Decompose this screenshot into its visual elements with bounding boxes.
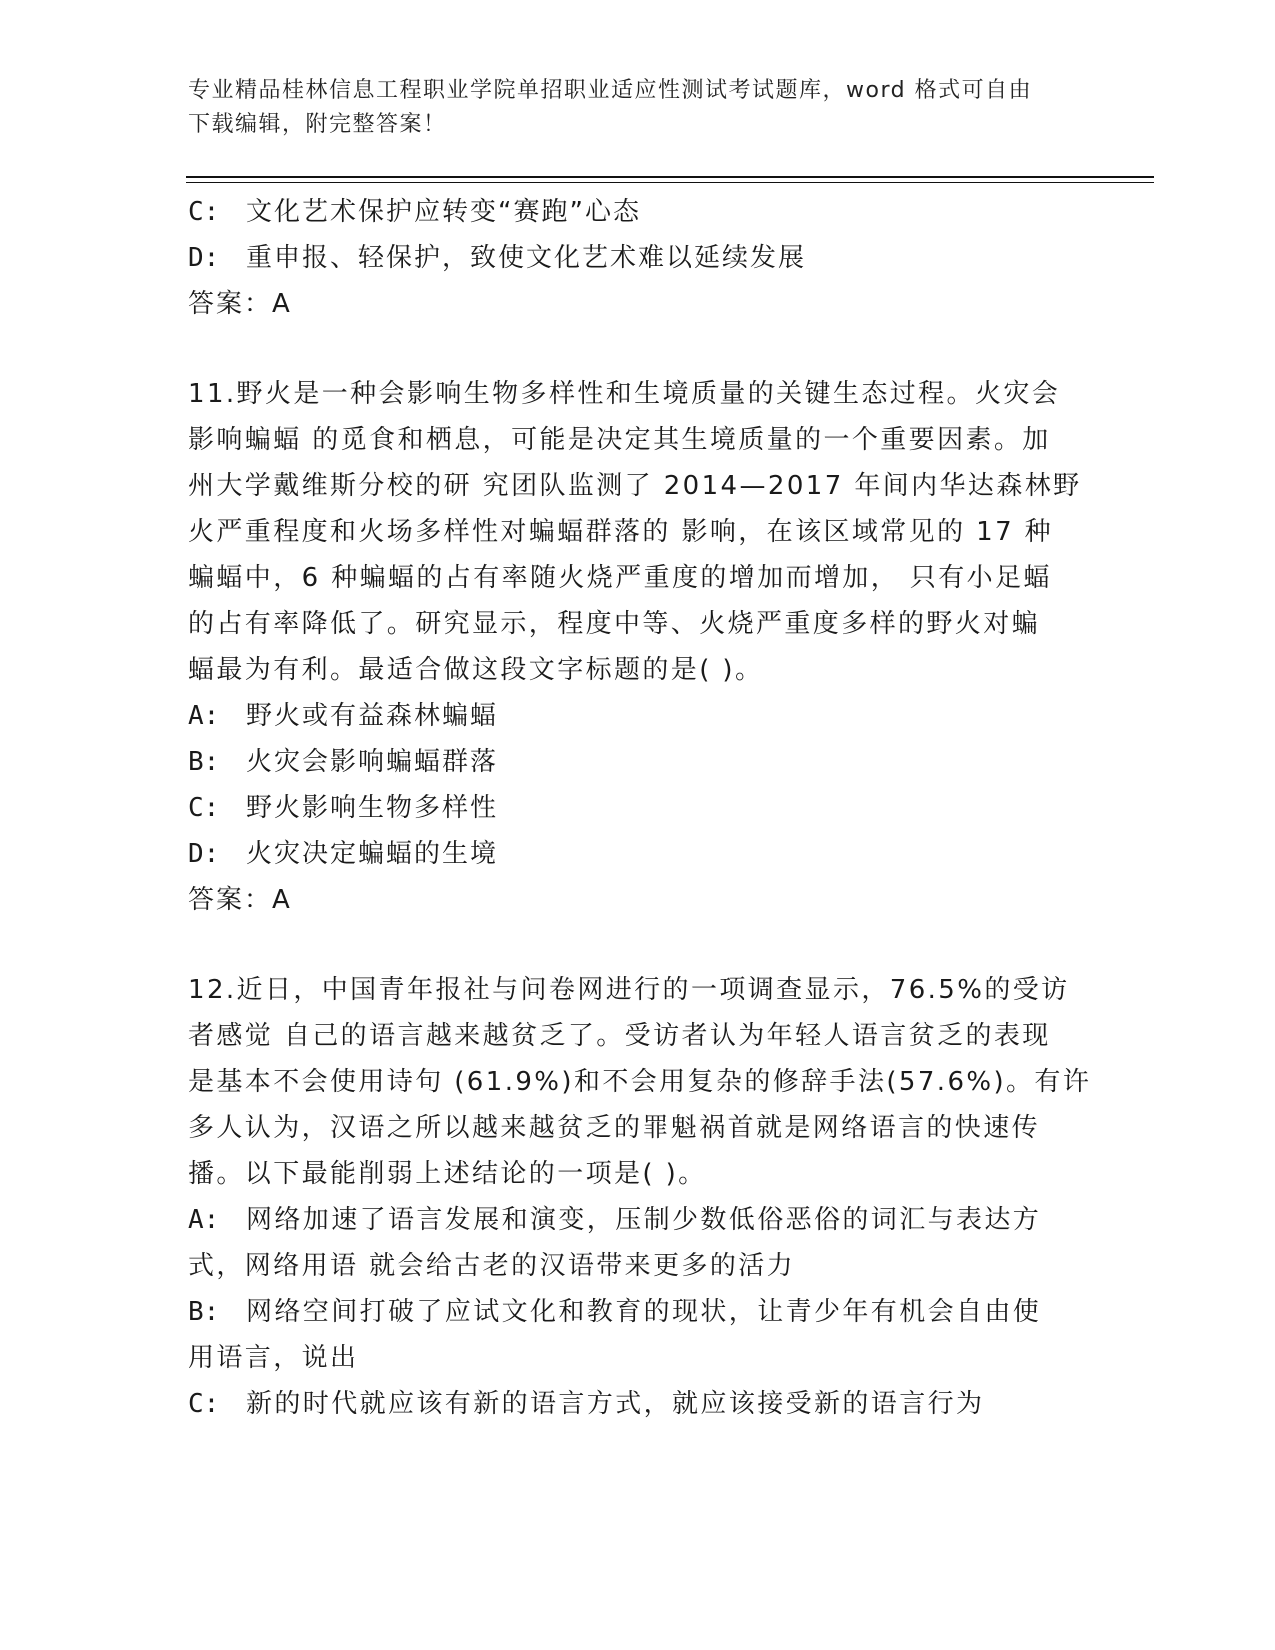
option-d: [188, 235, 1068, 281]
header-line-2: 下载编辑，附完整答案！: [188, 112, 447, 137]
question-12: [188, 967, 1092, 1197]
option-b: [188, 1289, 1068, 1335]
header-line-1: 专业精品桂林信息工程职业学院单招职业适应性测试考试题库，word 格式可自由: [188, 78, 1033, 103]
option-text: 野火影响生物多样性: [246, 793, 499, 823]
question-10-tail: [188, 189, 1068, 327]
option-b: [188, 739, 1068, 785]
question-line: 播。以下最能削弱上述结论的一项是( )。: [188, 1159, 707, 1189]
question-line: 蝙蝠中，6 种蝙蝠的占有率随火烧严重度的增加而增加， 只有小足蝠: [188, 563, 1052, 593]
option-text: 网络空间打破了应试文化和教育的现状，让青少年有机会自由使: [246, 1297, 1042, 1327]
option-c: [188, 785, 1068, 831]
option-letter: B:: [188, 747, 220, 777]
option-text: 重申报、轻保护，致使文化艺术难以延续发展: [246, 243, 807, 273]
option-text: 网络加速了语言发展和演变，压制少数低俗恶俗的词汇与表达方: [246, 1205, 1042, 1235]
option-letter: D:: [188, 839, 220, 869]
question-11-options: [188, 693, 1068, 923]
option-c: [188, 189, 1068, 235]
option-letter: C:: [188, 793, 220, 823]
document-body: [188, 189, 1092, 1427]
header-divider-thin: [186, 182, 1154, 183]
option-text: 火灾会影响蝙蝠群落: [246, 747, 499, 777]
answer-line: 答案：A: [188, 885, 292, 915]
question-line: 影响蝙蝠 的觅食和栖息，可能是决定其生境质量的一个重要因素。加: [188, 425, 1051, 455]
page-header: [188, 74, 1088, 142]
question-line: 12.近日，中国青年报社与问卷网进行的一项调查显示，76.5%的受访: [188, 975, 1070, 1005]
option-letter: D:: [188, 243, 220, 273]
question-line: 是基本不会使用诗句 (61.9%)和不会用复杂的修辞手法(57.6%)。有许: [188, 1067, 1092, 1097]
option-a: [188, 1197, 1068, 1243]
option-text: 文化艺术保护应转变“赛跑”心态: [246, 197, 641, 227]
question-line: 火严重程度和火场多样性对蝙蝠群落的 影响，在该区域常见的 17 种: [188, 517, 1054, 547]
option-letter: A:: [188, 1205, 220, 1235]
option-a-continuation: 式，网络用语 就会给古老的汉语带来更多的活力: [188, 1251, 796, 1281]
header-divider-thick: [186, 176, 1154, 178]
option-letter: C:: [188, 1389, 220, 1419]
option-a: [188, 693, 1068, 739]
option-letter: C:: [188, 197, 220, 227]
answer-line: 答案：A: [188, 289, 292, 319]
question-line: 州大学戴维斯分校的研 究团队监测了 2014—2017 年间内华达森林野: [188, 471, 1082, 501]
option-d: [188, 831, 1068, 877]
option-text: 火灾决定蝙蝠的生境: [246, 839, 499, 869]
option-letter: A:: [188, 701, 220, 731]
question-line: 蝠最为有利。最适合做这段文字标题的是( )。: [188, 655, 764, 685]
option-c: [188, 1381, 1068, 1427]
option-letter: B:: [188, 1297, 220, 1327]
question-line: 者感觉 自己的语言越来越贫乏了。受访者认为年轻人语言贫乏的表现: [188, 1021, 1051, 1051]
question-line: 的占有率降低了。研究显示，程度中等、火烧严重度多样的野火对蝙: [188, 609, 1041, 639]
question-11: [188, 371, 1082, 693]
question-line: 11.野火是一种会影响生物多样性和生境质量的关键生态过程。火灾会: [188, 379, 1061, 409]
question-line: 多人认为，汉语之所以越来越贫乏的罪魁祸首就是网络语言的快速传: [188, 1113, 1041, 1143]
spacer: [188, 923, 1068, 967]
spacer: [188, 327, 1068, 371]
option-text: 新的时代就应该有新的语言方式，就应该接受新的语言行为: [246, 1389, 985, 1419]
question-12-options: [188, 1197, 1068, 1427]
option-text: 野火或有益森林蝙蝠: [246, 701, 499, 731]
option-b-continuation: 用语言，说出: [188, 1343, 359, 1373]
